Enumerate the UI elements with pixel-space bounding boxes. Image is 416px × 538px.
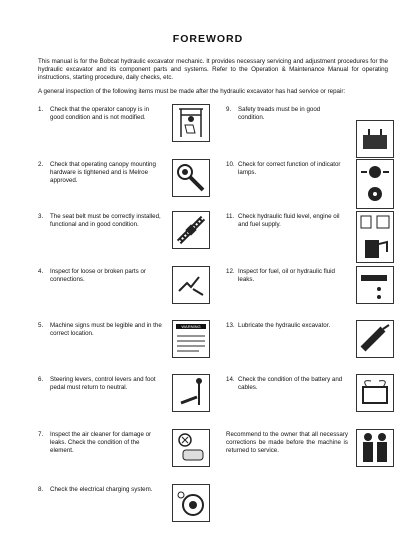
leak-icon bbox=[356, 266, 394, 304]
fluid-level-icon bbox=[356, 211, 394, 263]
broken-part-icon bbox=[172, 266, 210, 304]
battery-icon bbox=[356, 374, 394, 412]
warning-label: WARNING bbox=[176, 324, 206, 329]
seat-belt-icon bbox=[172, 211, 210, 249]
item-number: 2. bbox=[38, 161, 44, 168]
air-cleaner-icon bbox=[172, 429, 210, 467]
item-text: Check that the operator canopy is in good condition and is not modified. bbox=[50, 106, 150, 121]
item-text: Safety treads must be in good condition. bbox=[238, 106, 321, 121]
item-text: Recommend to the owner that all necessary corrections be made before the machine is returned to service. bbox=[226, 431, 348, 454]
item-number: 8. bbox=[38, 486, 44, 493]
item-number: 5. bbox=[38, 322, 44, 329]
item-number: 13. bbox=[226, 322, 235, 329]
item-number: 7. bbox=[38, 431, 44, 438]
inspection-intro: A general inspection of the following items must be made after the hydraulic excavator has had service or repair: bbox=[38, 88, 346, 95]
item-number: 10. bbox=[226, 161, 235, 168]
item-text: Steering levers, control levers and foot pedal must return to neutral. bbox=[50, 376, 156, 391]
item-number: 3. bbox=[38, 213, 44, 220]
intro-paragraph: This manual is for the Bobcat hydraulic excavator mechanic. It provides necessary servicing and adjustment procedures for the hydraulic excavator and its component parts and systems. Refer to the Operation & Maintenance Manual for operating instructions, starting procedure, daily checks, etc. bbox=[38, 58, 388, 81]
item-number: 14. bbox=[226, 376, 235, 383]
item-number: 12. bbox=[226, 268, 235, 275]
control-lever-icon bbox=[172, 374, 210, 412]
item-text: Check the electrical charging system. bbox=[50, 486, 153, 493]
item-number: 4. bbox=[38, 268, 44, 275]
warning-sign-icon bbox=[172, 320, 210, 358]
item-number: 9. bbox=[226, 106, 232, 113]
alternator-icon bbox=[172, 484, 210, 522]
item-text: Machine signs must be legible and in the correct location. bbox=[50, 322, 162, 337]
item-number: 11. bbox=[226, 213, 235, 220]
page-title: FOREWORD bbox=[172, 33, 244, 45]
item-text: Inspect for loose or broken parts or connections. bbox=[50, 268, 146, 283]
safety-tread-icon bbox=[356, 120, 394, 158]
grease-gun-icon bbox=[356, 320, 394, 358]
people-icon bbox=[356, 429, 394, 467]
item-text: Inspect the air cleaner for damage or leaks. Check the condition of the element. bbox=[50, 431, 152, 454]
canopy-icon bbox=[172, 104, 210, 142]
item-text: The seat belt must be correctly installed, functional and in good condition. bbox=[50, 213, 161, 228]
wrench-icon bbox=[172, 159, 210, 197]
indicator-lamp-icon bbox=[356, 159, 394, 209]
item-number: 6. bbox=[38, 376, 44, 383]
item-text: Check that operating canopy mounting hardware is tightened and is Melroe approved. bbox=[50, 161, 156, 184]
item-text: Lubricate the hydraulic excavator. bbox=[238, 322, 331, 329]
item-text: Inspect for fuel, oil or hydraulic fluid leaks. bbox=[238, 268, 335, 283]
item-text: Check hydraulic fluid level, engine oil and fuel supply. bbox=[238, 213, 340, 228]
item-text: Check the condition of the battery and cables. bbox=[238, 376, 343, 391]
item-number: 1. bbox=[38, 106, 44, 113]
item-text: Check for correct function of indicator lamps. bbox=[238, 161, 341, 176]
